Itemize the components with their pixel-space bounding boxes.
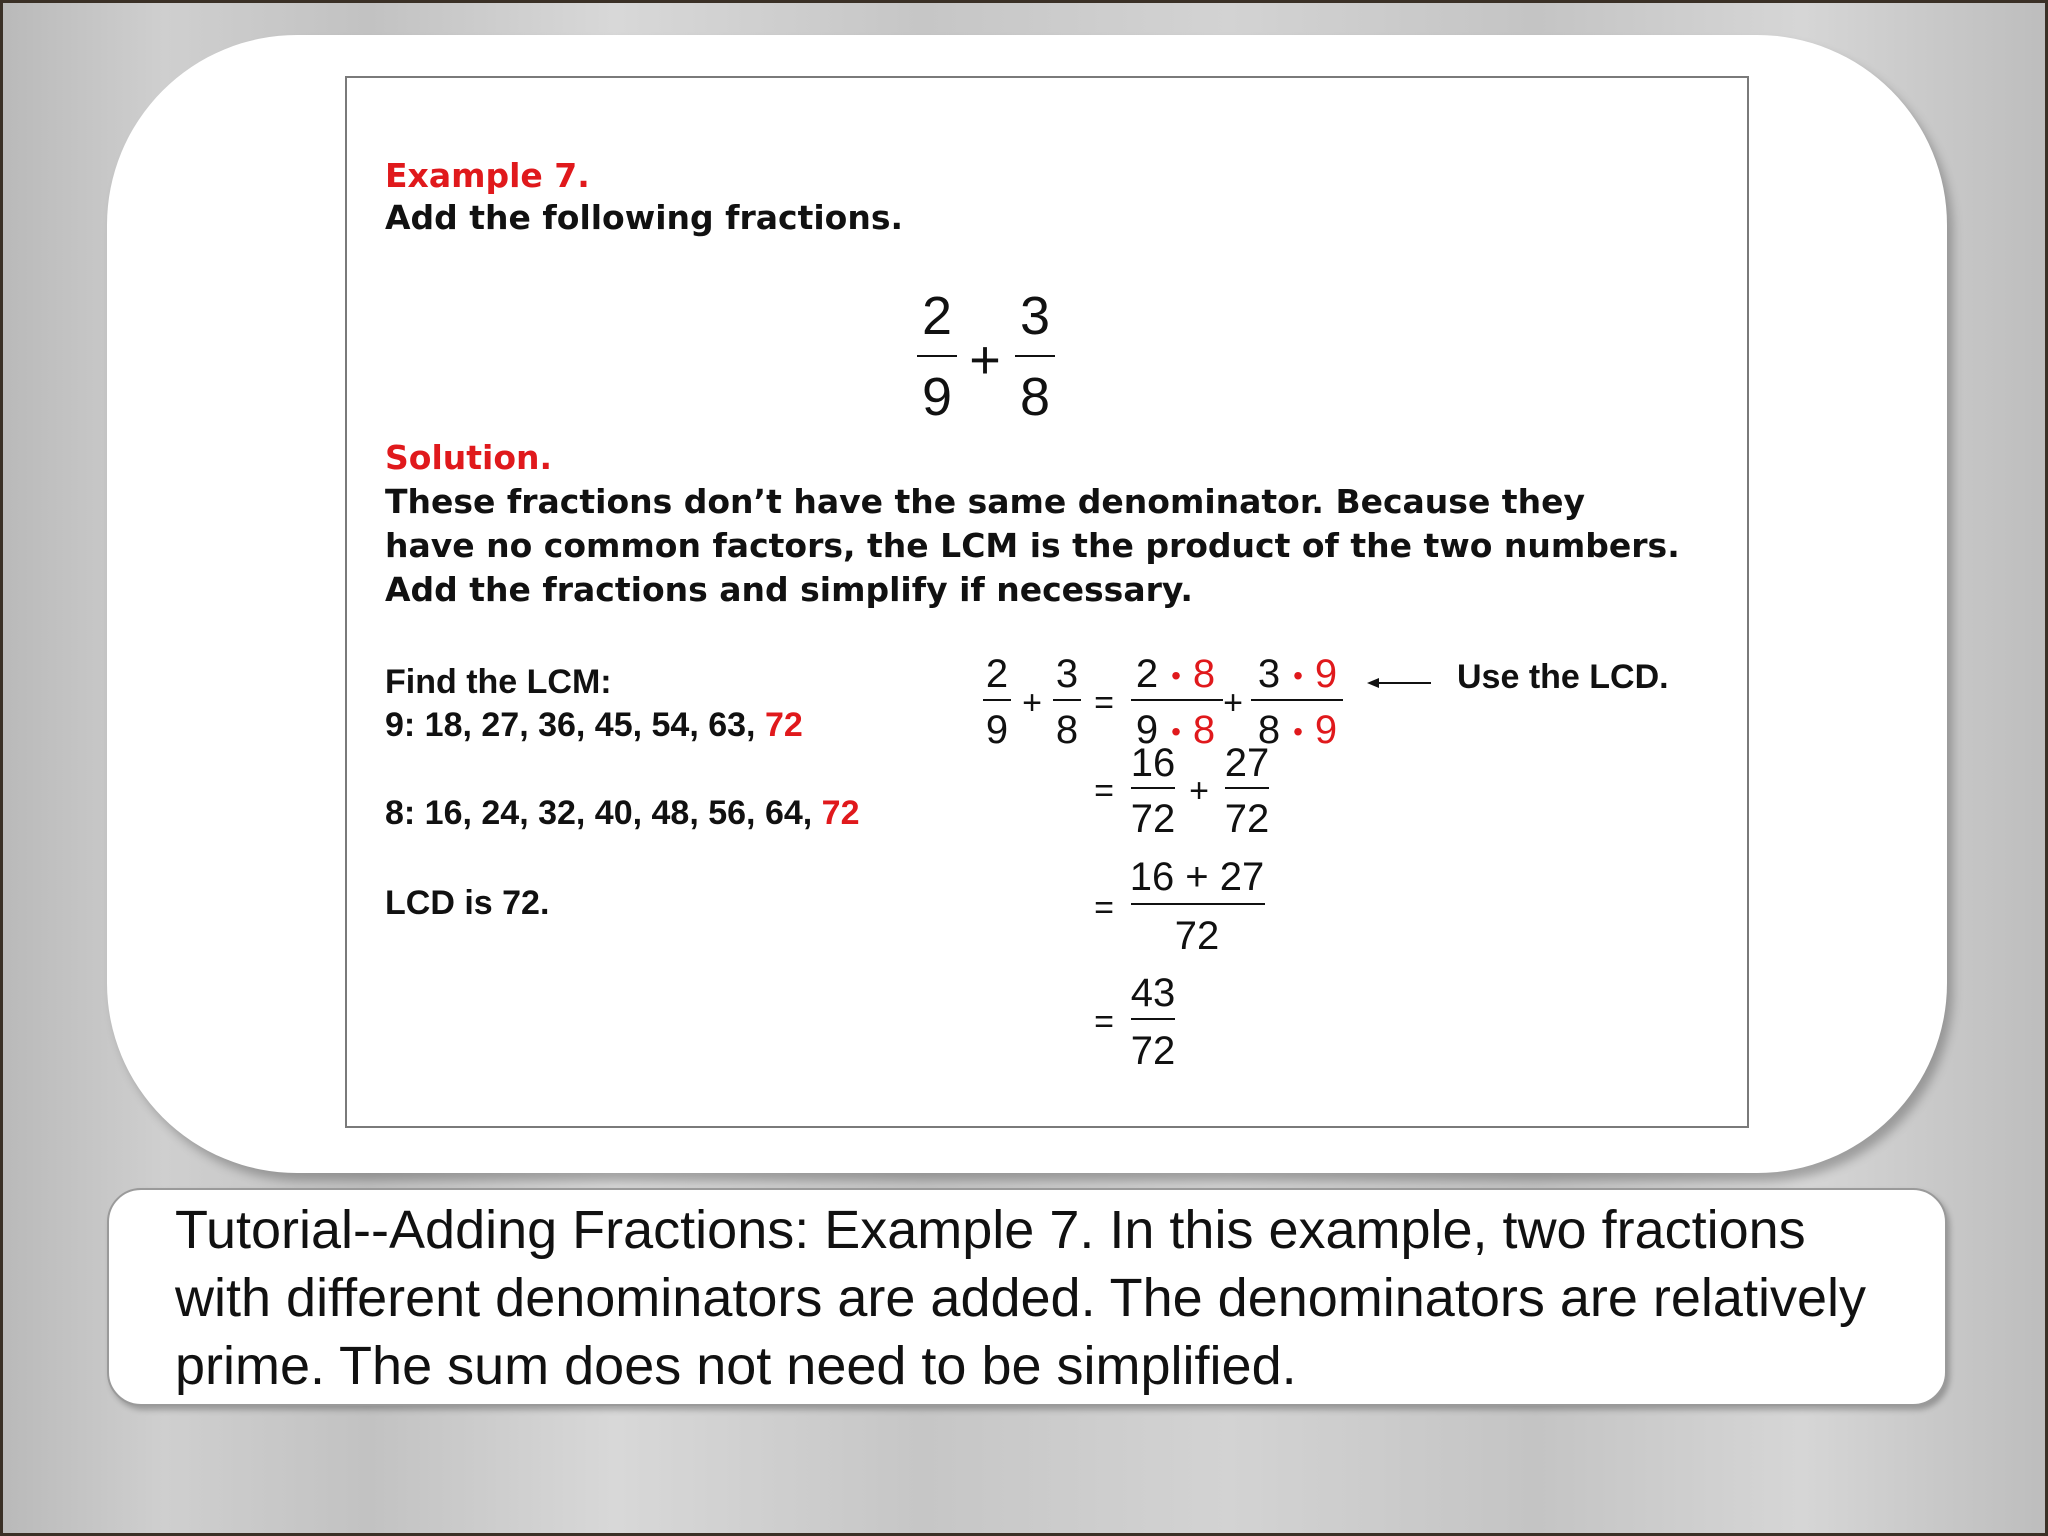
multiples-9-lcm: 72 [764, 706, 803, 744]
problem-den1: 9 [921, 367, 953, 427]
w2-plus: + [1189, 772, 1209, 810]
w1-dot4: • [1293, 716, 1303, 747]
w1-plus1: + [1022, 684, 1042, 722]
w4-equals: = [1094, 1003, 1114, 1041]
multiples-8-list: 8: 16, 24, 32, 40, 48, 56, 64, [385, 794, 822, 832]
w1-plus2: + [1223, 684, 1243, 722]
solution-title: Solution. [385, 438, 553, 477]
problem-plus: + [969, 330, 1001, 390]
w1-rd1a: 9 [1135, 708, 1159, 752]
w1-dot2: • [1171, 716, 1181, 747]
w1-num1: 2 [985, 652, 1009, 696]
w1-equals: = [1094, 684, 1114, 722]
lcm-heading: Find the LCM: [385, 663, 612, 701]
lcd-statement: LCD is 72. [385, 884, 550, 922]
w1-den2: 8 [1055, 708, 1079, 752]
caption-box [107, 1188, 1947, 1406]
w1-rd1b: 8 [1192, 708, 1216, 752]
problem-den2: 8 [1019, 367, 1051, 427]
caption-text: Tutorial--Adding Fractions: Example 7. In this example, two fractions with different denominators are added. The denominators are relatively prime. The sum does not need to be simplified. [175, 1200, 1866, 1396]
w1-rn2a: 3 [1257, 652, 1281, 696]
w1-num2: 3 [1055, 652, 1079, 696]
w1-rn2b: 9 [1314, 652, 1338, 696]
multiples-8-lcm: 72 [821, 794, 860, 832]
w2-den2: 72 [1224, 797, 1270, 841]
w2-num2: 27 [1224, 741, 1270, 785]
w3-num: 16 + 27 [1129, 855, 1265, 899]
problem-num2: 3 [1019, 286, 1051, 346]
w1-dot1: • [1171, 660, 1181, 691]
w1-dot3: • [1293, 660, 1303, 691]
arrow-icon [1367, 678, 1379, 688]
w4-den: 72 [1130, 1029, 1176, 1073]
solution-text: These fractions don’t have the same denominator. Because they have no common factors, the LCM is the product of the two numbers. Add the fractions and simplify if necessary. [385, 482, 1680, 609]
w4-num: 43 [1130, 971, 1176, 1015]
use-lcd-note: Use the LCD. [1457, 658, 1669, 696]
instruction-text: Add the following fractions. [385, 198, 904, 237]
w1-rn1a: 2 [1135, 652, 1159, 696]
w2-den1: 72 [1130, 797, 1176, 841]
math-work [347, 78, 1751, 1130]
w3-den: 72 [1174, 914, 1220, 958]
w1-rd2b: 9 [1314, 708, 1338, 752]
w3-equals: = [1094, 889, 1114, 927]
w2-num1: 16 [1130, 741, 1176, 785]
w1-den1: 9 [985, 708, 1009, 752]
example-title: Example 7. [385, 156, 590, 195]
w1-rd2a: 8 [1257, 708, 1281, 752]
slide [345, 76, 1749, 1128]
w2-equals: = [1094, 772, 1114, 810]
multiples-9-list: 9: 18, 27, 36, 45, 54, 63, [385, 706, 765, 744]
w1-rn1b: 8 [1192, 652, 1216, 696]
problem-num1: 2 [921, 286, 953, 346]
